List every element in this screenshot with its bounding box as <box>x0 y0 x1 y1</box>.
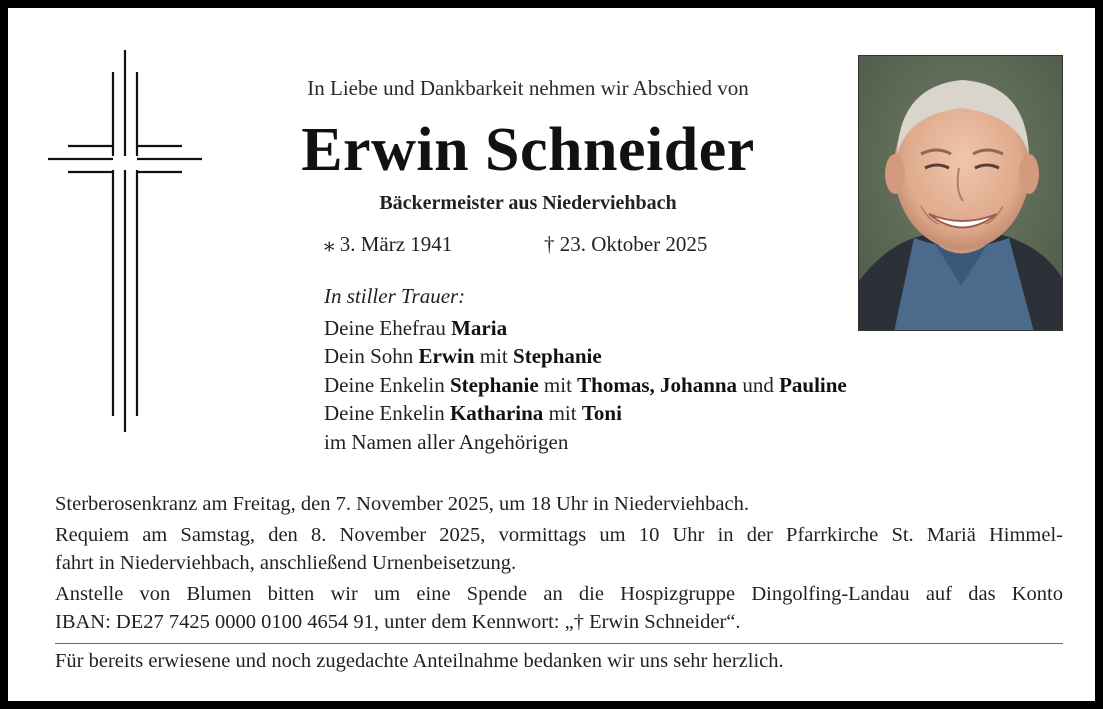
mourner-name: Erwin <box>418 344 475 369</box>
portrait-photo <box>858 55 1063 331</box>
requiem-line: Requiem am Samstag, den 8. November 2025, vormittags um 10 Uhr in der Pfarrkirche St. Mariä Himmel- <box>55 524 1063 546</box>
mourner-name: Toni <box>581 401 622 426</box>
mourner-name: Maria <box>451 315 508 340</box>
requiem-line: fahrt in Niederviehbach, anschließend Urnenbeisetzung. <box>55 552 517 574</box>
birth-date: ⁎ 3. März 1941 <box>324 232 453 256</box>
mourner-name: Pauline <box>779 372 847 397</box>
thanks-text: Für bereits erwiesene und noch zugedachte Anteilnahme bedanken wir uns sehr herzlich. <box>55 650 784 672</box>
mourner-relation: Deine Enkelin <box>324 372 450 397</box>
death-date: † 23. Oktober 2025 <box>544 232 708 256</box>
mourner-line: im Namen aller Angehörigen <box>324 429 569 454</box>
portrait-image <box>859 56 1063 331</box>
donation-line: IBAN: DE27 7425 0000 0100 4654 91, unter dem Kennwort: „† Erwin Schneider“. <box>55 611 741 633</box>
mourner-relation: Deine Ehefrau <box>324 315 452 340</box>
mourner-name: Stephanie <box>513 344 602 369</box>
mourner-relation: Deine Enkelin <box>324 401 450 426</box>
mourner-line <box>324 399 847 428</box>
mourner-name: Thomas, Johanna <box>577 372 738 397</box>
mourner-connector: mit <box>474 344 514 369</box>
service-notes <box>55 490 1063 639</box>
mourner-name: Katharina <box>449 401 544 426</box>
divider <box>55 643 1063 644</box>
mourners-block <box>324 282 847 457</box>
profession-text: Bäckermeister aus Niederviehbach <box>379 192 677 214</box>
mourner-line <box>324 342 847 371</box>
life-dates <box>324 232 708 257</box>
requiem-notice <box>55 521 1063 577</box>
donation-line: Anstelle von Blumen bitten wir um eine Spende an die Hospizgruppe Dingolfing-Landau auf das Konto <box>55 583 1063 605</box>
donation-notice <box>55 580 1063 636</box>
mourner-name: Stephanie <box>449 372 539 397</box>
mourner-line <box>324 371 847 400</box>
mourner-connector: mit <box>538 372 578 397</box>
intro-text: In Liebe und Dankbarkeit nehmen wir Abschied von <box>307 76 749 100</box>
mourner-connector: und <box>737 372 780 397</box>
rosary-notice: Sterberosenkranz am Freitag, den 7. November 2025, um 18 Uhr in Niederviehbach. <box>55 493 749 515</box>
mourner-connector: mit <box>543 401 582 426</box>
cross-icon <box>48 50 202 432</box>
mourners-heading: In stiller Trauer: <box>324 284 466 308</box>
mourner-relation: Dein Sohn <box>324 344 419 369</box>
deceased-name: Erwin Schneider <box>301 116 755 184</box>
mourner-line <box>324 314 847 343</box>
